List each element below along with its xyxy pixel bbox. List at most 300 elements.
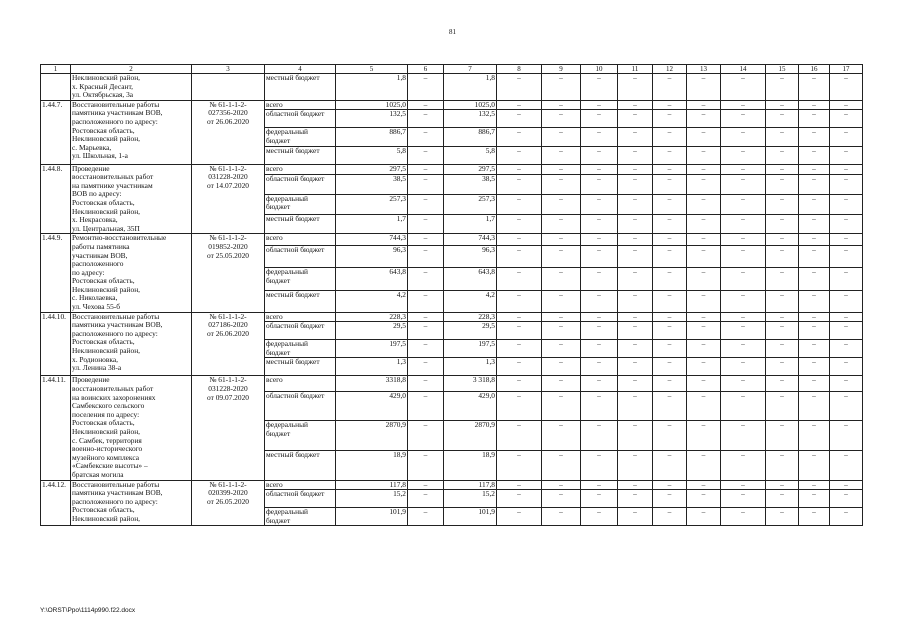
value-col-10: – [581,100,618,110]
value-col-8: – [497,234,542,246]
object-name: Восстановительные работы памятника участникам ВОВ, расположенного по адресу: Ростовская область, Неклиновский район, с. Марьевка, ул. Школьная, 1-а [71,100,192,164]
value-col-11: – [618,451,653,480]
value-col-16: – [799,508,830,526]
value-col-12: – [653,128,687,146]
value-col-12: – [653,322,687,340]
value-col-14: – [721,214,766,234]
value-col-8: – [497,164,542,174]
value-col-16: – [799,100,830,110]
value-col-15: – [766,128,799,146]
table-row [41,164,863,174]
value-col-16: – [799,194,830,214]
value-col-14: – [721,322,766,340]
value-col-12: – [653,290,687,312]
value-col-8: – [497,490,542,508]
value-col-15: – [766,490,799,508]
value-col-17: – [830,358,863,376]
value-col-10: – [581,246,618,268]
value-col-7: 101,9 [444,508,497,526]
value-col-8: – [497,340,542,358]
value-col-17: – [830,128,863,146]
funding-source: местный бюджет [265,214,336,234]
value-col-8: – [497,246,542,268]
value-col-13: – [687,340,721,358]
funding-source: местный бюджет [265,290,336,312]
value-col-8: – [497,322,542,340]
value-col-11: – [618,268,653,290]
value-col-8: – [497,146,542,164]
value-col-8: – [497,214,542,234]
value-col-9: – [542,110,581,128]
column-header-4: 4 [265,65,336,74]
column-header-14: 14 [721,65,766,74]
value-col-14: – [721,74,766,101]
value-col-10: – [581,128,618,146]
value-col-9: – [542,451,581,480]
funding-source: всего [265,164,336,174]
item-number: 1.44.12. [41,480,71,526]
value-col-9: – [542,164,581,174]
value-col-17: – [830,246,863,268]
value-col-13: – [687,175,721,195]
value-col-5: 1025,0 [336,100,408,110]
value-col-17: – [830,508,863,526]
table-row [41,234,863,246]
value-col-13: – [687,421,721,451]
value-col-6: – [408,421,444,451]
value-col-6: – [408,358,444,376]
value-col-6: – [408,508,444,526]
value-col-8: – [497,100,542,110]
value-col-12: – [653,146,687,164]
value-col-15: – [766,421,799,451]
item-number: 1.44.11. [41,376,71,480]
value-col-9: – [542,74,581,101]
value-col-6: – [408,128,444,146]
value-col-16: – [799,421,830,451]
value-col-5: 1,3 [336,358,408,376]
value-col-5: 3318,8 [336,376,408,392]
item-number: 1.44.7. [41,100,71,164]
value-col-13: – [687,246,721,268]
value-col-6: – [408,451,444,480]
funding-source: областной бюджет [265,322,336,340]
value-col-6: – [408,290,444,312]
item-number: 1.44.8. [41,164,71,234]
value-col-15: – [766,164,799,174]
column-header-6: 6 [408,65,444,74]
value-col-5: 1,8 [336,74,408,101]
value-col-11: – [618,490,653,508]
value-col-10: – [581,74,618,101]
value-col-17: – [830,268,863,290]
value-col-14: – [721,268,766,290]
value-col-14: – [721,392,766,421]
funding-source: федеральный бюджет [265,421,336,451]
value-col-9: – [542,290,581,312]
value-col-14: – [721,340,766,358]
value-col-12: – [653,376,687,392]
item-number: 1.44.9. [41,234,71,312]
value-col-8: – [497,290,542,312]
value-col-16: – [799,392,830,421]
value-col-14: – [721,376,766,392]
value-col-7: 2870,9 [444,421,497,451]
value-col-16: – [799,290,830,312]
value-col-16: – [799,146,830,164]
value-col-9: – [542,234,581,246]
value-col-9: – [542,214,581,234]
value-col-11: – [618,421,653,451]
value-col-10: – [581,480,618,490]
value-col-15: – [766,110,799,128]
value-col-10: – [581,214,618,234]
value-col-13: – [687,490,721,508]
funding-source: федеральный бюджет [265,268,336,290]
funding-source: всего [265,480,336,490]
value-col-14: – [721,234,766,246]
value-col-12: – [653,451,687,480]
value-col-5: 429,0 [336,392,408,421]
value-col-5: 197,5 [336,340,408,358]
value-col-13: – [687,214,721,234]
value-col-13: – [687,234,721,246]
value-col-5: 228,3 [336,312,408,322]
value-col-6: – [408,392,444,421]
header-row [41,65,863,74]
column-header-9: 9 [542,65,581,74]
value-col-15: – [766,480,799,490]
column-header-11: 11 [618,65,653,74]
value-col-17: – [830,376,863,392]
value-col-14: – [721,194,766,214]
value-col-13: – [687,164,721,174]
value-col-8: – [497,312,542,322]
value-col-14: – [721,164,766,174]
item-number: 1.44.10. [41,312,71,376]
column-header-8: 8 [497,65,542,74]
value-col-9: – [542,128,581,146]
value-col-8: – [497,480,542,490]
value-col-15: – [766,194,799,214]
value-col-16: – [799,480,830,490]
value-col-17: – [830,146,863,164]
value-col-16: – [799,312,830,322]
column-header-13: 13 [687,65,721,74]
expertise-document [192,74,265,101]
value-col-12: – [653,268,687,290]
value-col-9: – [542,146,581,164]
object-name: Ремонтно-восстановительные работы памятника участникам ВОВ, расположенного по адресу: Ростовская область, Неклиновский район, с. Николаевка, ул. Чехова 55-б [71,234,192,312]
value-col-6: – [408,268,444,290]
value-col-10: – [581,392,618,421]
value-col-12: – [653,480,687,490]
value-col-15: – [766,358,799,376]
value-col-9: – [542,100,581,110]
value-col-6: – [408,340,444,358]
value-col-11: – [618,376,653,392]
funding-source: местный бюджет [265,146,336,164]
value-col-12: – [653,100,687,110]
funding-source: всего [265,376,336,392]
value-col-10: – [581,451,618,480]
value-col-14: – [721,358,766,376]
value-col-17: – [830,421,863,451]
value-col-13: – [687,480,721,490]
value-col-11: – [618,164,653,174]
value-col-10: – [581,194,618,214]
funding-source: федеральный бюджет [265,128,336,146]
value-col-14: – [721,128,766,146]
table-row [41,312,863,322]
value-col-5: 643,8 [336,268,408,290]
value-col-13: – [687,508,721,526]
value-col-6: – [408,376,444,392]
value-col-10: – [581,312,618,322]
expertise-document: № 61-1-1-2- 031228-2020 от 14.07.2020 [192,164,265,234]
value-col-10: – [581,322,618,340]
value-col-15: – [766,175,799,195]
value-col-11: – [618,480,653,490]
value-col-5: 2870,9 [336,421,408,451]
value-col-8: – [497,358,542,376]
value-col-7: 297,5 [444,164,497,174]
value-col-5: 96,3 [336,246,408,268]
value-col-7: 1,7 [444,214,497,234]
funding-source: всего [265,234,336,246]
file-path-footer: Y:\ORST\Ppo\1114p990.f22.docx [40,607,136,614]
value-col-14: – [721,451,766,480]
value-col-5: 5,8 [336,146,408,164]
value-col-5: 15,2 [336,490,408,508]
value-col-14: – [721,246,766,268]
value-col-15: – [766,234,799,246]
value-col-15: – [766,376,799,392]
column-header-12: 12 [653,65,687,74]
value-col-7: 1,3 [444,358,497,376]
value-col-10: – [581,110,618,128]
value-col-8: – [497,451,542,480]
value-col-13: – [687,268,721,290]
funding-source: областной бюджет [265,110,336,128]
value-col-5: 257,3 [336,194,408,214]
value-col-15: – [766,451,799,480]
value-col-8: – [497,392,542,421]
value-col-7: 132,5 [444,110,497,128]
value-col-7: 1,8 [444,74,497,101]
column-header-1: 1 [41,65,71,74]
value-col-7: 429,0 [444,392,497,421]
value-col-13: – [687,392,721,421]
table-row [41,100,863,110]
value-col-17: – [830,490,863,508]
column-header-15: 15 [766,65,799,74]
value-col-11: – [618,312,653,322]
value-col-5: 297,5 [336,164,408,174]
value-col-13: – [687,194,721,214]
object-name: Восстановительные работы памятника участникам ВОВ, расположенного по адресу: Ростовская область, Неклиновский район, [71,480,192,526]
value-col-6: – [408,234,444,246]
value-col-12: – [653,358,687,376]
value-col-10: – [581,175,618,195]
value-col-10: – [581,234,618,246]
expertise-document: № 61-1-1-2- 027186-2020 от 26.06.2020 [192,312,265,376]
funding-source: местный бюджет [265,451,336,480]
value-col-16: – [799,322,830,340]
funding-source: областной бюджет [265,175,336,195]
value-col-15: – [766,268,799,290]
budget-table [40,64,863,526]
value-col-8: – [497,175,542,195]
value-col-17: – [830,340,863,358]
value-col-7: 643,8 [444,268,497,290]
value-col-7: 5,8 [444,146,497,164]
value-col-8: – [497,128,542,146]
value-col-5: 132,5 [336,110,408,128]
value-col-17: – [830,175,863,195]
value-col-9: – [542,340,581,358]
value-col-6: – [408,110,444,128]
value-col-13: – [687,110,721,128]
value-col-17: – [830,164,863,174]
value-col-16: – [799,214,830,234]
value-col-7: 18,9 [444,451,497,480]
value-col-9: – [542,358,581,376]
value-col-7: 744,3 [444,234,497,246]
value-col-15: – [766,340,799,358]
value-col-9: – [542,480,581,490]
expertise-document: № 61-1-1-2- 019852-2020 от 25.05.2020 [192,234,265,312]
value-col-6: – [408,164,444,174]
value-col-5: 886,7 [336,128,408,146]
value-col-14: – [721,100,766,110]
value-col-11: – [618,128,653,146]
value-col-6: – [408,322,444,340]
value-col-10: – [581,146,618,164]
value-col-11: – [618,110,653,128]
value-col-16: – [799,340,830,358]
value-col-15: – [766,100,799,110]
value-col-13: – [687,451,721,480]
value-col-7: 1025,0 [444,100,497,110]
value-col-11: – [618,358,653,376]
value-col-9: – [542,508,581,526]
value-col-15: – [766,312,799,322]
value-col-15: – [766,392,799,421]
value-col-9: – [542,490,581,508]
value-col-5: 29,5 [336,322,408,340]
value-col-15: – [766,508,799,526]
value-col-9: – [542,376,581,392]
value-col-12: – [653,392,687,421]
funding-source: федеральный бюджет [265,340,336,358]
column-header-2: 2 [71,65,192,74]
value-col-13: – [687,322,721,340]
value-col-9: – [542,322,581,340]
value-col-11: – [618,340,653,358]
value-col-13: – [687,100,721,110]
value-col-7: 3 318,8 [444,376,497,392]
value-col-5: 18,9 [336,451,408,480]
value-col-6: – [408,74,444,101]
value-col-7: 117,8 [444,480,497,490]
value-col-17: – [830,322,863,340]
value-col-5: 117,8 [336,480,408,490]
value-col-9: – [542,312,581,322]
value-col-7: 29,5 [444,322,497,340]
value-col-11: – [618,194,653,214]
value-col-11: – [618,290,653,312]
value-col-10: – [581,490,618,508]
value-col-10: – [581,508,618,526]
value-col-6: – [408,100,444,110]
table-row [41,376,863,392]
value-col-6: – [408,312,444,322]
value-col-16: – [799,110,830,128]
value-col-9: – [542,246,581,268]
value-col-14: – [721,480,766,490]
value-col-10: – [581,164,618,174]
expertise-document: № 61-1-1-2- 031228-2020 от 09.07.2020 [192,376,265,480]
column-header-17: 17 [830,65,863,74]
page-number: 81 [449,28,456,36]
value-col-10: – [581,268,618,290]
value-col-6: – [408,146,444,164]
value-col-12: – [653,175,687,195]
value-col-17: – [830,214,863,234]
value-col-7: 38,5 [444,175,497,195]
value-col-9: – [542,392,581,421]
value-col-11: – [618,246,653,268]
value-col-17: – [830,290,863,312]
value-col-7: 886,7 [444,128,497,146]
value-col-5: 4,2 [336,290,408,312]
value-col-7: 15,2 [444,490,497,508]
funding-source: местный бюджет [265,358,336,376]
value-col-16: – [799,164,830,174]
object-name: Неклиновский район, х. Красный Десант, ул. Октябрьская, 3а [71,74,192,101]
value-col-12: – [653,194,687,214]
value-col-10: – [581,358,618,376]
value-col-14: – [721,490,766,508]
value-col-12: – [653,164,687,174]
value-col-8: – [497,421,542,451]
value-col-13: – [687,312,721,322]
value-col-12: – [653,246,687,268]
value-col-11: – [618,74,653,101]
value-col-6: – [408,490,444,508]
value-col-16: – [799,358,830,376]
value-col-8: – [497,110,542,128]
column-header-7: 7 [444,65,497,74]
column-header-3: 3 [192,65,265,74]
funding-source: областной бюджет [265,392,336,421]
column-header-16: 16 [799,65,830,74]
value-col-11: – [618,508,653,526]
value-col-6: – [408,214,444,234]
value-col-12: – [653,312,687,322]
funding-source: всего [265,312,336,322]
value-col-6: – [408,480,444,490]
column-header-5: 5 [336,65,408,74]
value-col-12: – [653,110,687,128]
value-col-8: – [497,194,542,214]
table-row [41,74,863,101]
value-col-15: – [766,214,799,234]
value-col-6: – [408,175,444,195]
value-col-10: – [581,340,618,358]
funding-source: всего [265,100,336,110]
